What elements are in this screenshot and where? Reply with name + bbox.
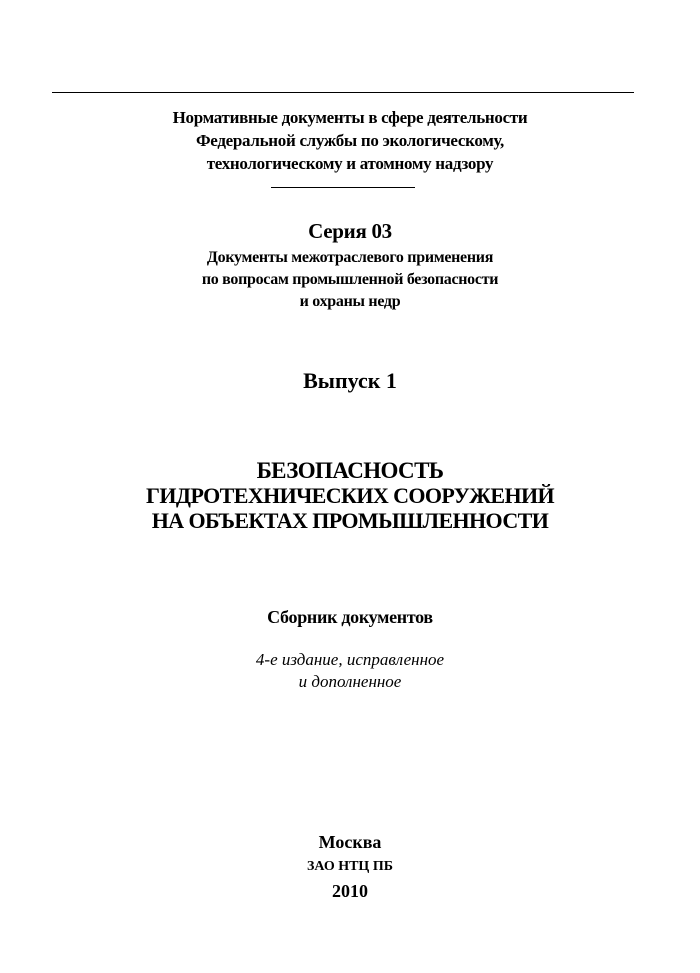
series-title: Серия 03 xyxy=(308,219,392,243)
edition-line: и дополненное xyxy=(298,672,402,691)
main-title-line: БЕЗОПАСНОСТЬ xyxy=(256,458,444,483)
header-divider xyxy=(271,187,415,188)
top-divider xyxy=(52,92,634,93)
regulatory-header xyxy=(0,106,700,175)
imprint-city: Москва xyxy=(318,832,382,852)
series-description-line: Документы межотраслевого применения xyxy=(206,249,494,266)
edition-line: 4-е издание, исправленное xyxy=(255,650,445,669)
header-line: Федеральной службы по экологическому, xyxy=(196,131,504,150)
issue-number: Выпуск 1 xyxy=(303,368,397,393)
main-title xyxy=(0,458,700,533)
header-line: технологическому и атомному надзору xyxy=(206,154,494,173)
header-line: Нормативные документы в сфере деятельности xyxy=(172,108,528,127)
series-description-line: и охраны недр xyxy=(299,293,401,310)
collection-label: Сборник документов xyxy=(267,607,433,627)
edition-note xyxy=(0,649,700,693)
imprint-year: 2010 xyxy=(332,881,368,901)
main-title-line: ГИДРОТЕХНИЧЕСКИХ СООРУЖЕНИЙ xyxy=(146,483,554,508)
imprint-publisher: ЗАО НТЦ ПБ xyxy=(307,859,393,874)
series-description xyxy=(0,247,700,313)
main-title-line: НА ОБЪЕКТАХ ПРОМЫШЛЕННОСТИ xyxy=(151,508,549,533)
series-description-line: по вопросам промышленной безопасности xyxy=(201,271,499,288)
